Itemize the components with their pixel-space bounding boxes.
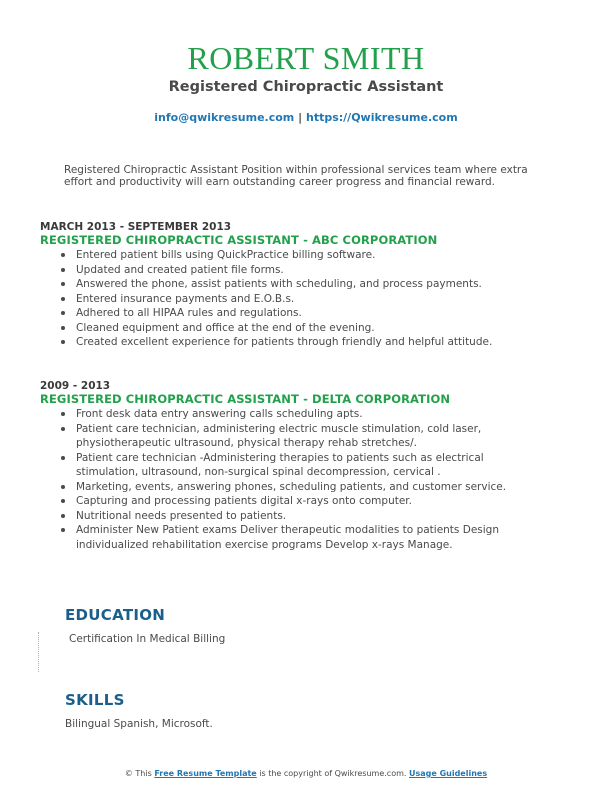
job-dates: 2009 - 2013	[40, 380, 111, 392]
summary-text: Registered Chiropractic Assistant Position within professional services team where extra effort and productivity will earn outstanding career progress and financial reward.	[64, 164, 528, 188]
contact-line	[0, 111, 612, 125]
free-resume-template-link[interactable]: Free Resume Template	[154, 769, 257, 778]
list-item: Marketing, events, answering phones, scheduling patients, and customer service.	[61, 480, 540, 495]
list-item: Patient care technician, administering electric muscle stimulation, cold laser, physiotherapeutic ultrasound, physical therapy rehab stretches/.	[61, 422, 540, 451]
candidate-name: ROBERT SMITH	[187, 40, 425, 76]
website-link[interactable]: https://Qwikresume.com	[305, 111, 458, 124]
footer-middle: is the copyright of Qwikresume.com.	[259, 769, 407, 778]
job-entry-delta	[40, 380, 570, 552]
usage-guidelines-link[interactable]: Usage Guidelines	[408, 769, 488, 778]
list-item: Updated and created patient file forms.	[61, 263, 540, 278]
footer-prefix: © This	[124, 769, 152, 778]
list-item: Capturing and processing patients digital x-rays onto computer.	[61, 494, 540, 509]
list-item: Adhered to all HIPAA rules and regulations.	[61, 306, 540, 321]
education-heading: EDUCATION	[65, 606, 166, 624]
contact-separator: |	[298, 111, 303, 124]
email-link[interactable]: info@qwikresume.com	[154, 111, 295, 124]
job-dates: MARCH 2013 - SEPTEMBER 2013	[40, 221, 232, 233]
job-title: REGISTERED CHIROPRACTIC ASSISTANT - DELTA CORPORATION	[40, 392, 451, 406]
list-item: Nutritional needs presented to patients.	[61, 509, 540, 524]
list-item: Entered patient bills using QuickPractice billing software.	[61, 248, 540, 263]
job-bullet-list	[40, 248, 540, 350]
skills-text: Bilingual Spanish, Microsoft.	[65, 718, 213, 730]
job-entry-abc	[40, 221, 570, 350]
education-text: Certification In Medical Billing	[69, 633, 226, 645]
list-item: Patient care technician -Administering therapies to patients such as electrical stimulation, ultrasound, non-surgical spinal decompression, cervical .	[61, 451, 540, 480]
education-divider	[38, 632, 40, 672]
list-item: Front desk data entry answering calls scheduling apts.	[61, 407, 540, 422]
list-item: Created excellent experience for patients through friendly and helpful attitude.	[61, 335, 540, 350]
list-item: Answered the phone, assist patients with scheduling, and process payments.	[61, 277, 540, 292]
list-item: Administer New Patient exams Deliver therapeutic modalities to patients Design individualized rehabilitation exercise programs Develop x-rays Manage.	[61, 523, 540, 552]
candidate-role: Registered Chiropractic Assistant	[168, 79, 444, 95]
job-bullet-list	[40, 407, 540, 552]
skills-heading: SKILLS	[65, 691, 125, 709]
job-title: REGISTERED CHIROPRACTIC ASSISTANT - ABC CORPORATION	[40, 233, 438, 247]
list-item: Entered insurance payments and E.O.B.s.	[61, 292, 540, 307]
list-item: Cleaned equipment and office at the end of the evening.	[61, 321, 540, 336]
footer	[0, 769, 612, 779]
